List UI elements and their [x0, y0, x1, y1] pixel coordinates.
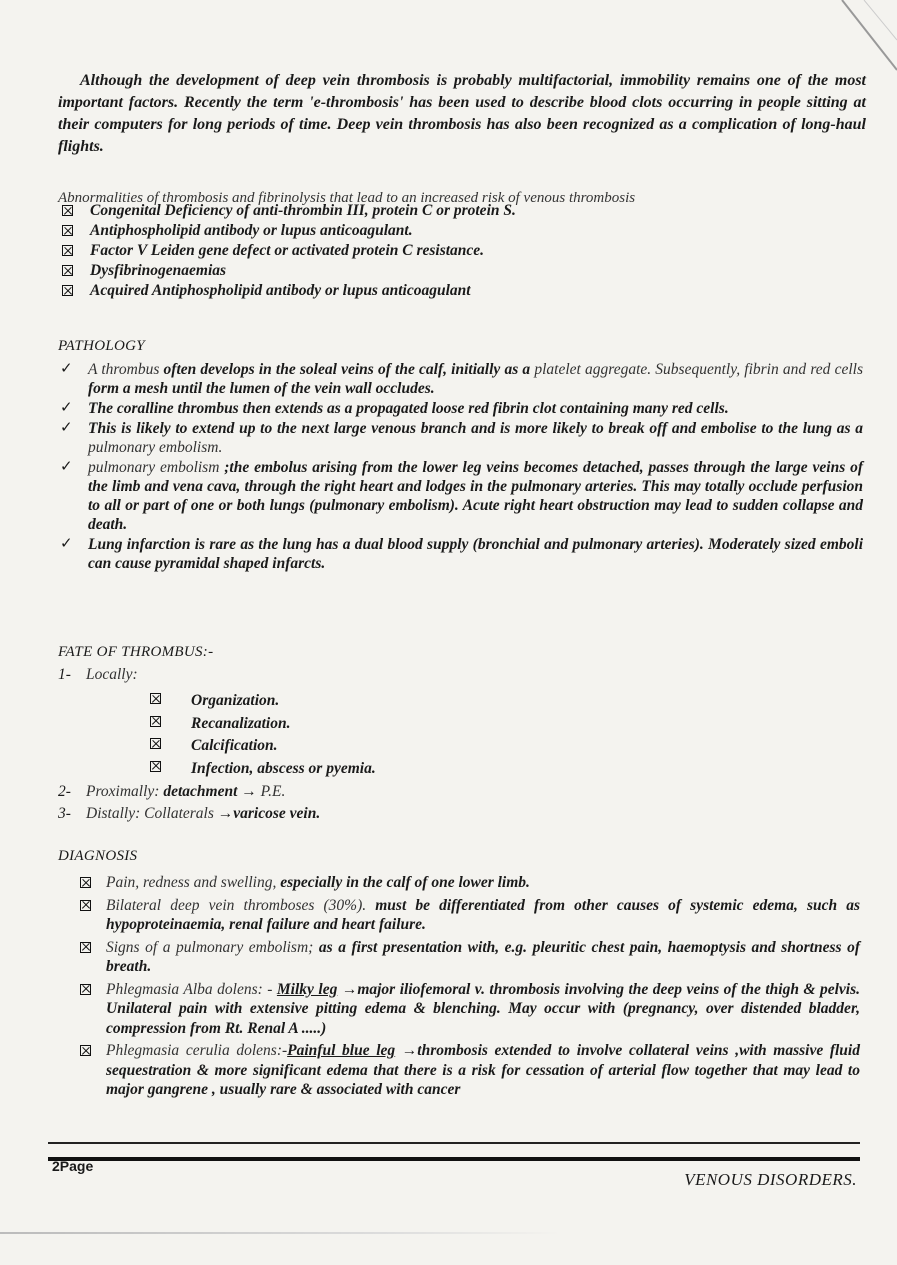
checkbox-x-icon	[150, 761, 161, 772]
checkmark-icon: ✓	[60, 536, 73, 552]
diagnosis-list	[80, 873, 860, 1103]
checkbox-x-icon	[80, 877, 91, 888]
scan-shadow	[0, 1232, 560, 1234]
checkbox-x-icon	[62, 205, 73, 216]
checkbox-x-icon	[150, 693, 161, 704]
checkbox-x-icon	[150, 716, 161, 727]
checkbox-x-icon	[80, 984, 91, 995]
page-number: 2Page	[52, 1158, 94, 1174]
list-item: Congenital Deficiency of anti-thrombin III, protein C or protein S.	[62, 201, 862, 220]
list-item: ✓ This is likely to extend up to the next large venous branch and is more likely to break off and embolise to the lung as a pulmonary embolism.	[60, 420, 863, 456]
fate-locally	[58, 664, 138, 686]
list-item: Phlegmasia Alba dolens: - Milky leg →major iliofemoral v. thrombosis involving the deep veins of the thigh & pelvis. Unilateral pain with extensive pitting edema & blenching. May occur with (pregnancy, over distended bladder, compression from Rt. Renal A .....)	[80, 980, 860, 1039]
checkmark-icon: ✓	[60, 420, 73, 436]
list-item: Antiphospholipid antibody or lupus anticoagulant.	[62, 221, 862, 240]
list-item: Pain, redness and swelling, especially in the calf of one lower limb.	[80, 873, 860, 893]
fate-heading: FATE OF THROMBUS:-	[58, 644, 214, 660]
list-item: Factor V Leiden gene defect or activated protein C resistance.	[62, 241, 862, 260]
list-item: 2- Proximally: detachment → P.E.	[58, 783, 286, 800]
pathology-list	[58, 360, 863, 574]
checkbox-x-icon	[80, 942, 91, 953]
list-item: Calcification.	[150, 735, 376, 758]
checkbox-x-icon	[150, 738, 161, 749]
list-item: Acquired Antiphospholipid antibody or lupus anticoagulant	[62, 281, 862, 300]
list-item: ✓ pulmonary embolism ;the embolus arising from the lower leg veins becomes detached, passes through the large veins of the limb and vena cava, through the right heart and lodges in the pulmonary arteries. This may totally occlude perfusion to all or part of one or both lungs (pulmonary embolism). Acute right heart obstruction may lead to sudden collapse and death.	[60, 459, 863, 533]
footer-divider-thick	[48, 1157, 860, 1161]
checkbox-x-icon	[62, 265, 73, 276]
local-fate-list	[150, 690, 376, 780]
checkbox-x-icon	[80, 1045, 91, 1056]
checkbox-x-icon	[62, 225, 73, 236]
list-item: Bilateral deep vein thromboses (30%). must be differentiated from other causes of systemic edema, such as hypoproteinaemia, renal failure and heart failure.	[80, 896, 860, 935]
footer-title: VENOUS DISORDERS.	[684, 1170, 857, 1189]
intro-paragraph: Although the development of deep vein thrombosis is probably multifactorial, immobility remains one of the most important factors. Recently the term 'e-thrombosis' has been used to describe blood clots occurring in people sitting at their computers for long periods of time. Deep vein thrombosis has also been recognized as a complication of long-haul flights.	[58, 72, 866, 155]
list-item: Signs of a pulmonary embolism; as a first presentation with, e.g. pleuritic chest pain, haemoptysis and shortness of breath.	[80, 938, 860, 977]
checkmark-icon: ✓	[60, 400, 73, 416]
fate-other	[58, 781, 320, 825]
list-item: ✓ The coralline thrombus then extends as a propagated loose red fibrin clot containing many red cells.	[60, 400, 729, 417]
footer-divider-thin	[48, 1142, 860, 1144]
list-item: 3- Distally: Collaterals →varicose vein.	[58, 805, 321, 822]
list-item: 1- Locally:	[58, 666, 138, 683]
abnormalities-list	[62, 201, 862, 301]
checkbox-x-icon	[62, 245, 73, 256]
checkmark-icon: ✓	[60, 459, 73, 475]
checkmark-icon: ✓	[60, 361, 73, 377]
list-item: ✓ Lung infarction is rare as the lung has a dual blood supply (bronchial and pulmonary arteries). Moderately sized emboli can cause pyramidal shaped infarcts.	[60, 536, 863, 572]
abnormalities-heading: Abnormalities of thrombosis and fibrinolysis that lead to an increased risk of venous thrombosis	[58, 190, 636, 206]
list-item: Infection, abscess or pyemia.	[150, 758, 376, 781]
list-item: Dysfibrinogenaemias	[62, 261, 862, 280]
list-item: Recanalization.	[150, 713, 376, 736]
list-item: ✓ A thrombus often develops in the soleal veins of the calf, initially as a platelet aggregate. Subsequently, fibrin and red cells form a mesh until the lumen of the vein wall occludes.	[60, 361, 864, 397]
list-item: Organization.	[150, 690, 376, 713]
list-item: Phlegmasia cerulia dolens:-Painful blue leg →thrombosis extended to involve collateral veins ,with massive fluid sequestration & more significant edema that there is a risk for cessation of arterial flow together that may lead to major gangrene , usually rare & associated with cancer	[80, 1041, 860, 1100]
pathology-heading: PATHOLOGY	[58, 338, 145, 354]
checkbox-x-icon	[80, 900, 91, 911]
checkbox-x-icon	[62, 285, 73, 296]
diagnosis-heading: DIAGNOSIS	[58, 848, 138, 864]
